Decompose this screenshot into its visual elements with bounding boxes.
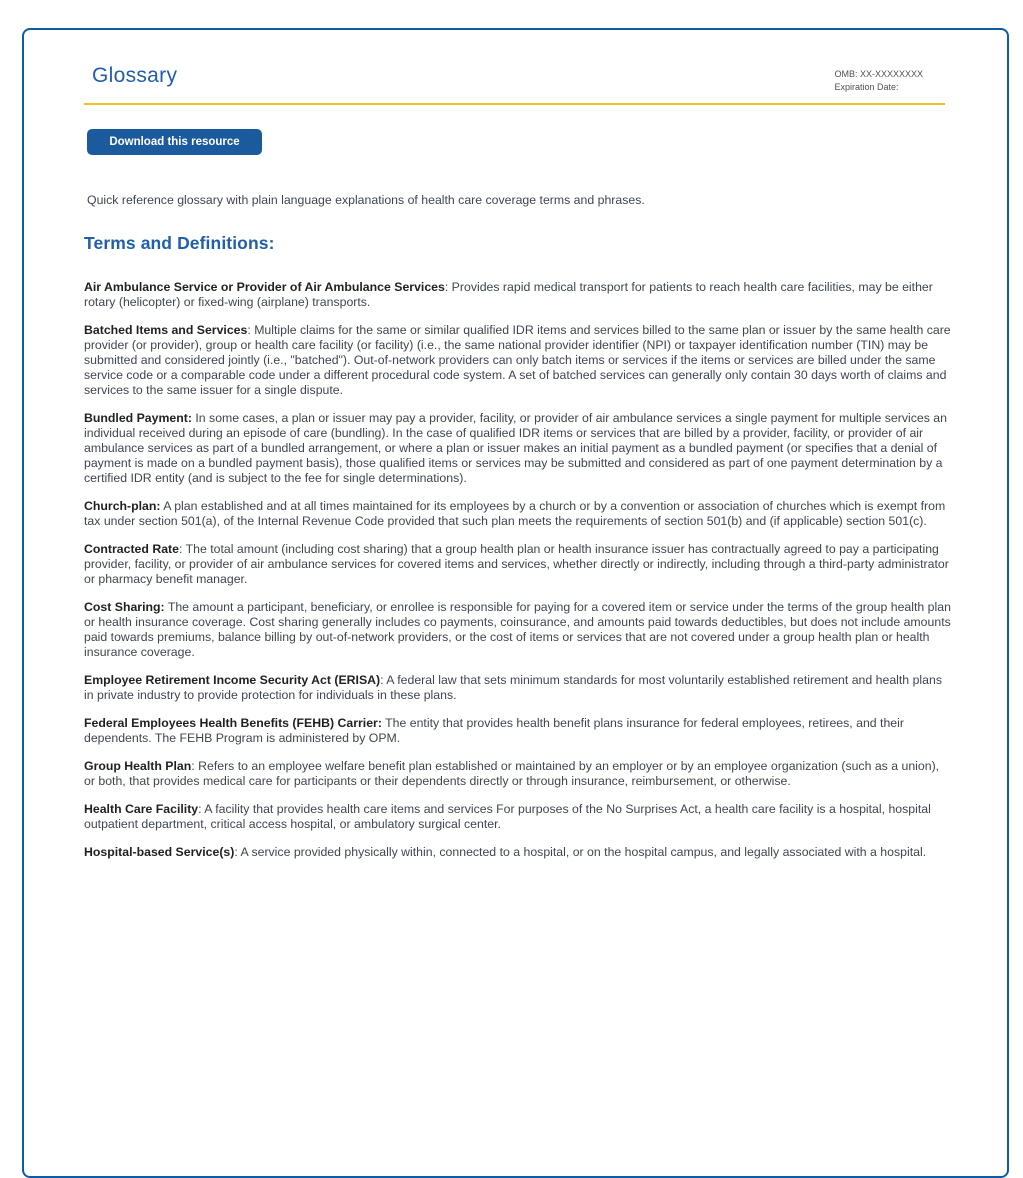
glossary-term-entry xyxy=(84,716,951,746)
glossary-term-entry xyxy=(84,673,951,703)
term-name: Bundled Payment: xyxy=(84,411,192,425)
term-name: Federal Employees Health Benefits (FEHB) Carrier: xyxy=(84,716,382,730)
glossary-term-entry xyxy=(84,499,951,529)
glossary-term-entry xyxy=(84,802,951,832)
term-name: Air Ambulance Service or Provider of Air Ambulance Services xyxy=(84,280,445,294)
term-definition: : Refers to an employee welfare benefit plan established or maintained by an employer or by an employee organization (such as a union), or both, that provides medical care for participants or their dependents directly or through insurance, reimbursement, or otherwise. xyxy=(84,759,940,788)
download-resource-button[interactable]: Download this resource xyxy=(87,129,262,155)
intro-text: Quick reference glossary with plain language explanations of health care coverage terms and phrases. xyxy=(87,193,645,207)
term-name: Batched Items and Services xyxy=(84,323,248,337)
glossary-term-entry xyxy=(84,323,951,398)
term-definition: : A facility that provides health care items and services For purposes of the No Surprises Act, a health care facility is a hospital, hospital outpatient department, critical access hospital, or ambulatory surgical center. xyxy=(84,802,931,831)
term-definition: : A federal law that sets minimum standards for most voluntarily established retirement and health plans in private industry to provide protection for individuals in these plans. xyxy=(84,673,942,702)
terms-and-definitions-heading: Terms and Definitions: xyxy=(84,233,275,253)
glossary-term-entry xyxy=(84,759,951,789)
term-definition: The amount a participant, beneficiary, or enrollee is responsible for paying for a covered item or service under the terms of the group health plan or health insurance coverage. Cost sharing generally includes co payments, coinsurance, and amounts paid towards deductibles, but does not include amounts paid towards premiums, balance billing by out-of-network providers, or the cost of items or services that are not covered under a group health plan or health insurance coverage. xyxy=(84,600,951,659)
glossary-term-entry xyxy=(84,600,951,660)
term-definition: : Provides rapid medical transport for patients to reach health care facilities, may be either rotary (helicopter) or fixed-wing (airplane) transports. xyxy=(84,280,933,309)
term-definition: The entity that provides health benefit plans insurance for federal employees, retirees, and their dependents. The FEHB Program is administered by OPM. xyxy=(84,716,904,745)
omb-number: OMB: XX-XXXXXXXX xyxy=(834,69,923,79)
term-name: Group Health Plan xyxy=(84,759,192,773)
omb-expiration-date: Expiration Date: xyxy=(834,82,899,92)
page-header xyxy=(84,64,951,94)
glossary-term-entry xyxy=(84,845,951,860)
term-name: Cost Sharing: xyxy=(84,600,165,614)
term-name: Employee Retirement Income Security Act (ERISA) xyxy=(84,673,381,687)
omb-info xyxy=(834,64,923,94)
term-name: Contracted Rate xyxy=(84,542,179,556)
content-card xyxy=(22,28,1009,1178)
term-definition: A plan established and at all times maintained for its employees by a church or by a convention or association of churches which is exempt from tax under section 501(a), of the Internal Revenue Code provided that such plan meets the requirements of section 501(b) and (if applicable) section 501(c). xyxy=(84,499,946,528)
term-definition: : A service provided physically within, connected to a hospital, or on the hospital campus, and legally associated with a hospital. xyxy=(234,845,927,859)
term-name: Health Care Facility xyxy=(84,802,199,816)
term-name: Hospital-based Service(s) xyxy=(84,845,235,859)
page-title: Glossary xyxy=(92,64,178,87)
glossary-term-entry xyxy=(84,542,951,587)
glossary-term-entry xyxy=(84,411,951,486)
term-definition: In some cases, a plan or issuer may pay a provider, facility, or provider of air ambulance services a single payment for multiple services an individual received during an episode of care (bundling). In the case of qualified IDR items or services that are billed by a provider, facility, or provider of air ambulance services as part of a bundled arrangement, or where a plan or issuer makes an initial payment as a bundled payment (or specifies that a denial of payment is made on a bundled payment basis), those qualified items or services may be submitted and considered as part of one payment determination by a certified IDR entity (and is subject to the fee for single determinations). xyxy=(84,411,947,485)
term-definition: : The total amount (including cost sharing) that a group health plan or health insurance issuer has contractually agreed to pay a participating provider, facility, or provider of air ambulance services for covered items and services, whether directly or indirectly, including through a third-party administrator or pharmacy benefit manager. xyxy=(84,542,949,586)
term-definition: : Multiple claims for the same or similar qualified IDR items and services billed to the same plan or issuer by the same health care provider (or provider), group or health care facility (or facility) (i.e., the same national provider identifier (NPI) or taxpayer identification number (TIN) may be submitted and considered jointly (i.e., "batched"). Out-of-network providers can only batch items or services if the items or services are billed under the same service code or a comparable code under a different procedural code system. A set of batched services can generally only contain 30 days worth of claims and services to the same issuer for a single dispute. xyxy=(84,323,951,397)
glossary-term-entry xyxy=(84,280,951,310)
gold-divider xyxy=(84,103,945,105)
term-name: Church-plan: xyxy=(84,499,161,513)
terms-list xyxy=(84,280,951,860)
